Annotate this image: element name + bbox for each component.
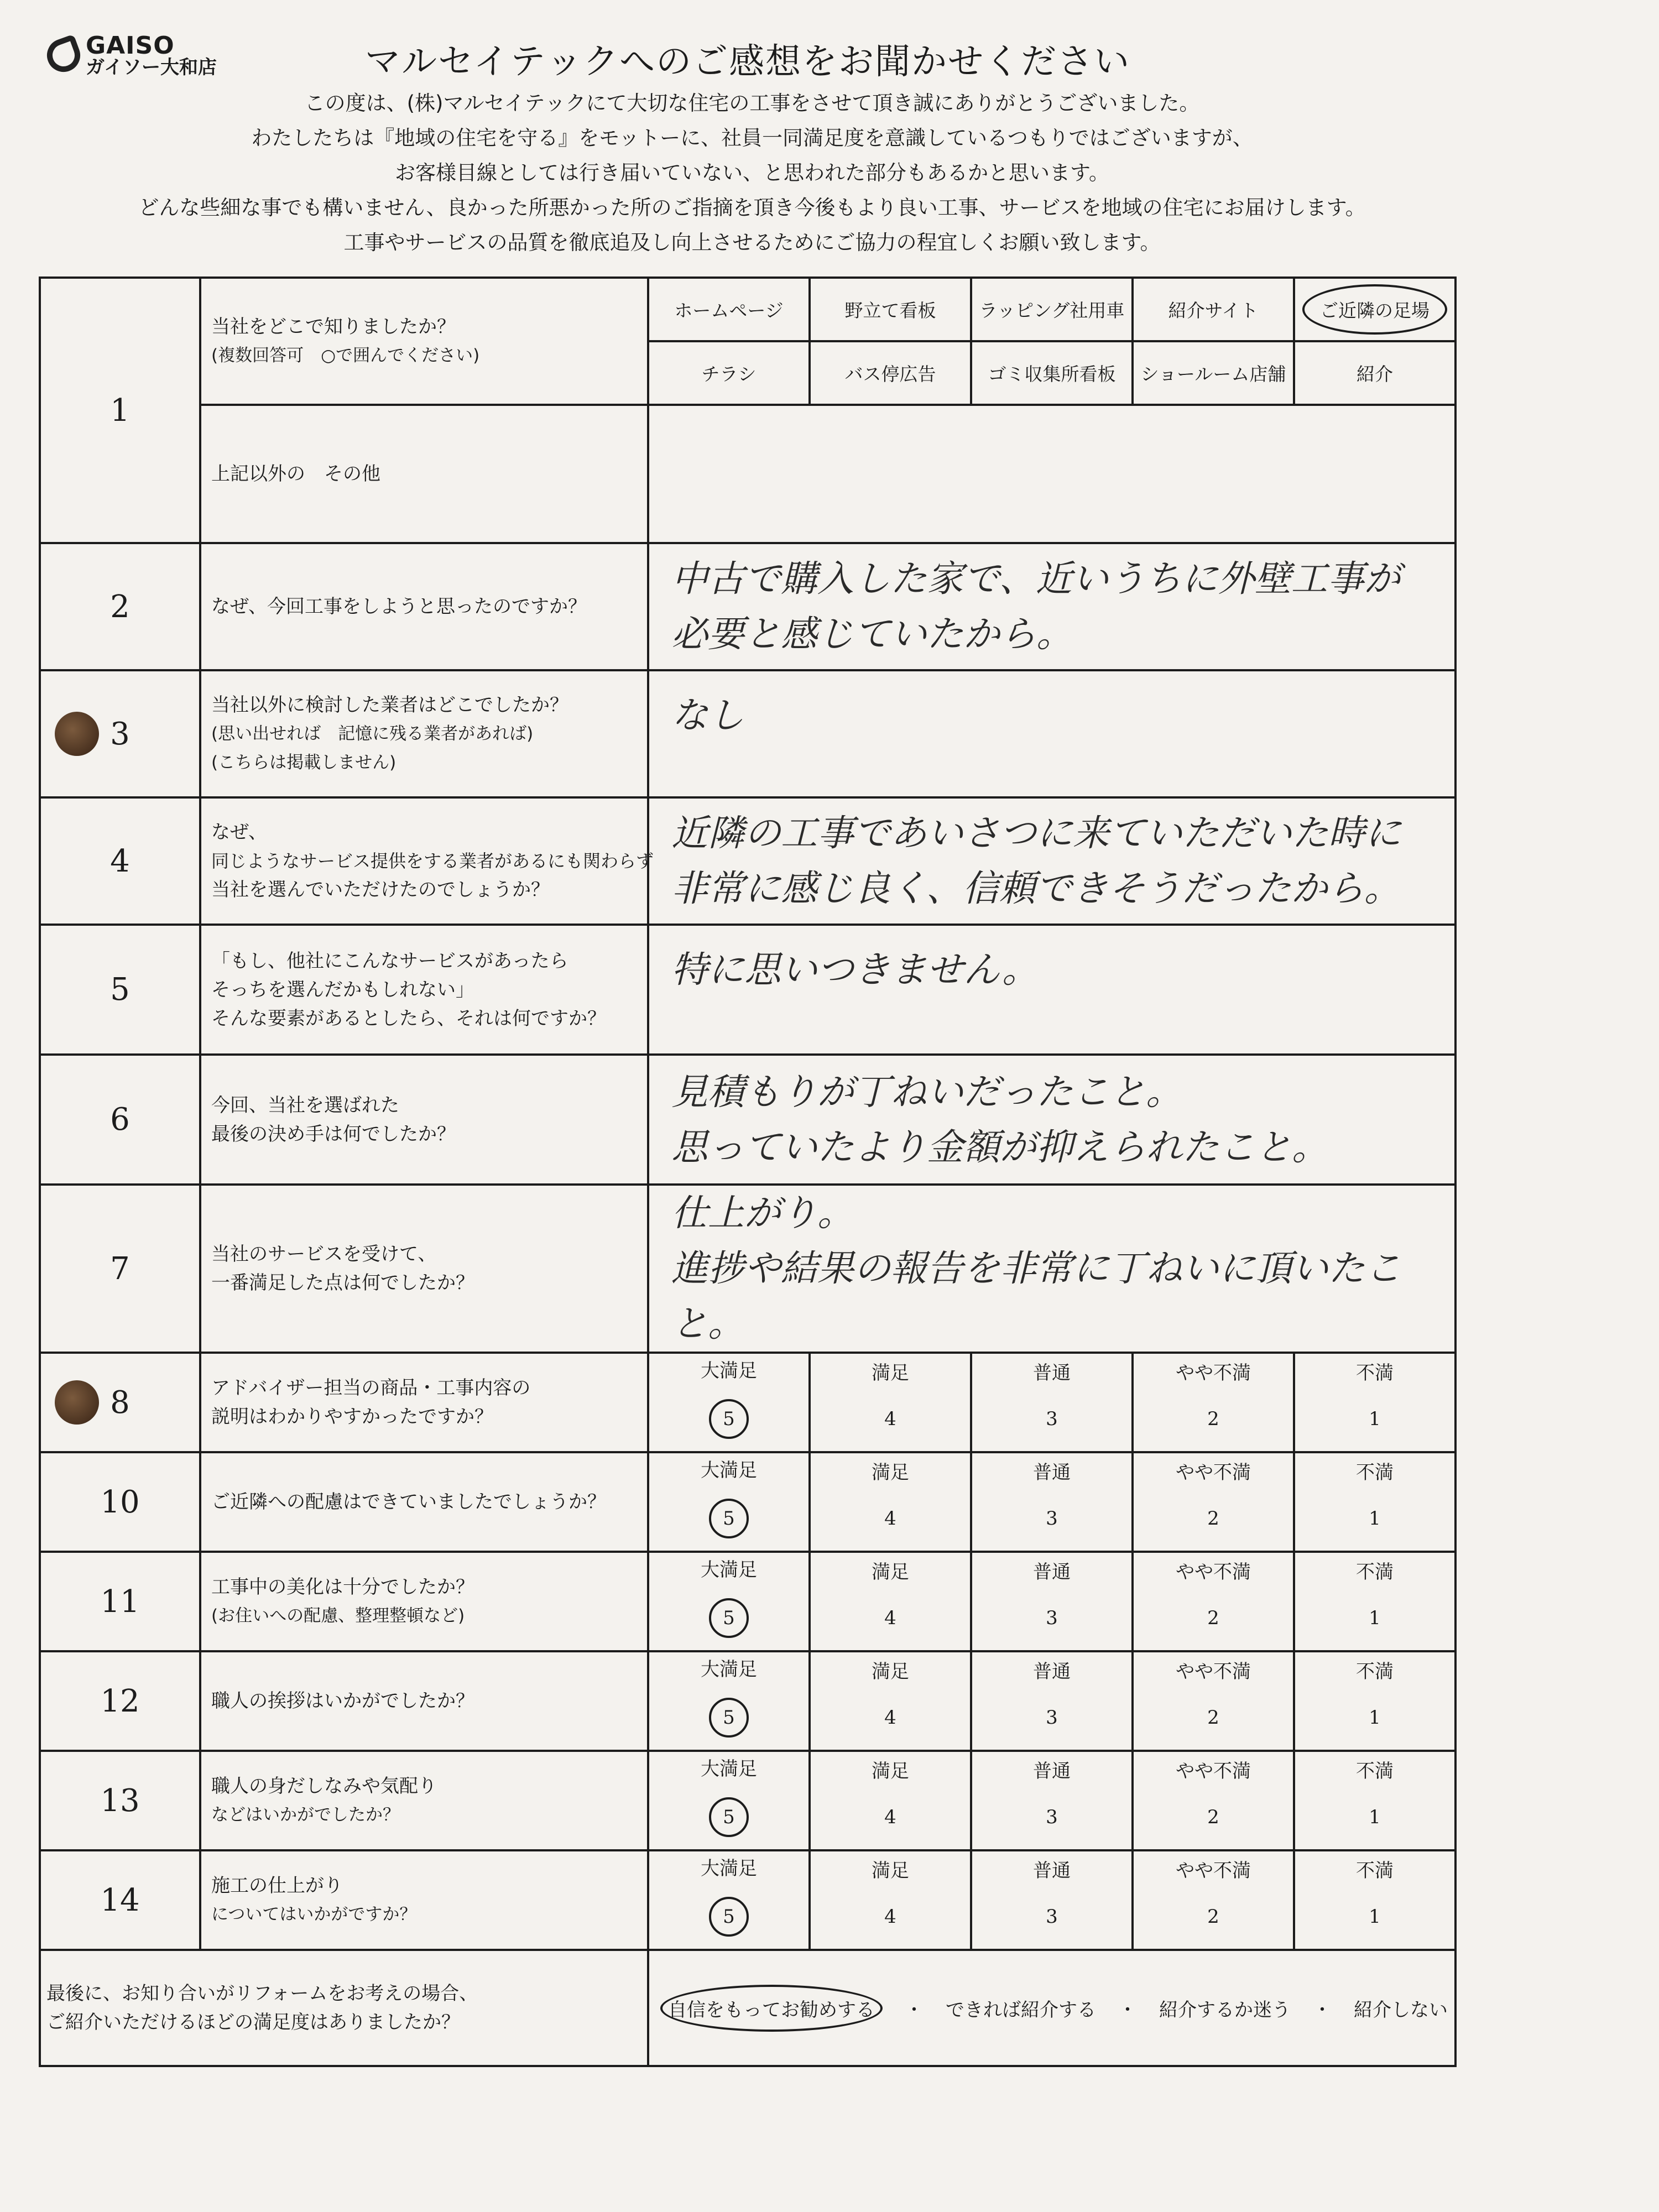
handwritten-answer: なし	[671, 694, 744, 737]
rating-option-1[interactable]	[1294, 1353, 1455, 1452]
rating-option-2[interactable]	[1133, 1552, 1294, 1651]
question-number: 13	[40, 1751, 200, 1850]
rating-label: 大満足	[701, 1558, 757, 1581]
question-line: 「もし、他社にこんなサービスがあったら	[211, 950, 568, 972]
source-option[interactable]	[971, 278, 1133, 341]
rating-value: 1	[1369, 1407, 1381, 1430]
rating-option-2[interactable]	[1133, 1353, 1294, 1452]
rating-option-2[interactable]	[1133, 1751, 1294, 1850]
rating-option-1[interactable]	[1294, 1452, 1455, 1552]
rating-value: 4	[884, 1706, 896, 1729]
other-answer-field[interactable]	[648, 405, 1455, 543]
answer-field[interactable]	[648, 1055, 1455, 1185]
page-title: マルセイテックへのご感想をお聞かせください	[365, 41, 1131, 82]
answer-field[interactable]	[648, 1185, 1455, 1353]
question-line: 当社をどこで知りましたか？	[211, 316, 456, 338]
source-option[interactable]	[1294, 341, 1455, 405]
rating-row	[40, 1850, 1455, 1950]
rating-value: 3	[1046, 1706, 1058, 1729]
question-line: (思い出せれば 記憶に残る業者があれば)	[211, 724, 534, 744]
rating-value: 2	[1207, 1706, 1219, 1729]
question-text	[200, 1850, 648, 1950]
question-line: についてはいかがですか？	[211, 1905, 417, 1924]
question-number: 14	[40, 1850, 200, 1950]
survey-table	[39, 276, 1457, 2067]
question-line: ご紹介いただけるほどの満足度はありましたか？	[46, 2011, 460, 2033]
question-text	[200, 543, 648, 670]
question-line: 一番満足した点は何でしたか？	[211, 1272, 474, 1294]
rating-label: 不満	[1356, 1859, 1394, 1882]
question-text	[200, 670, 648, 797]
question-line: 説明はわかりやすかったですか？	[211, 1406, 493, 1428]
intro-line: この度は、(株)マルセイテックにて大切な住宅の工事をさせて頂き誠にありがとうございました。	[304, 91, 1200, 115]
logo-brand: GAISO	[86, 32, 175, 60]
rating-option-4[interactable]	[810, 1651, 971, 1751]
rating-value: 3	[1046, 1407, 1058, 1430]
source-option[interactable]	[810, 278, 971, 341]
intro-text	[88, 86, 1416, 260]
rating-option-4[interactable]	[810, 1552, 971, 1651]
rating-label: 不満	[1356, 1361, 1394, 1384]
rating-option-3[interactable]	[971, 1452, 1133, 1552]
rating-option-5[interactable]	[648, 1552, 810, 1651]
referral-option[interactable]: 紹介しない	[1354, 1999, 1448, 2021]
question-number: 4	[40, 797, 200, 925]
question-number: 6	[40, 1055, 200, 1185]
question-number: 11	[40, 1552, 200, 1651]
question-text	[200, 1353, 648, 1452]
rating-option-5[interactable]	[648, 1850, 810, 1950]
option-label: ショールーム店舗	[1140, 363, 1286, 385]
rating-label: 普通	[1033, 1361, 1071, 1384]
rating-value-selected: 5	[709, 1797, 749, 1837]
option-label: 野立て看板	[844, 300, 936, 321]
separator-dot: ・	[1313, 1999, 1332, 2021]
question-text	[200, 1651, 648, 1751]
rating-value: 3	[1046, 1806, 1058, 1828]
separator-dot: ・	[905, 1999, 924, 2021]
rating-label: 満足	[872, 1561, 909, 1583]
option-label: ご近隣の足場	[1302, 284, 1447, 335]
rating-value: 4	[884, 1507, 896, 1530]
rating-value: 2	[1207, 1407, 1219, 1430]
rating-value: 3	[1046, 1606, 1058, 1629]
rating-option-3[interactable]	[971, 1651, 1133, 1751]
referral-row	[40, 1950, 1455, 2066]
other-label: 上記以外の その他	[200, 405, 648, 543]
rating-option-5[interactable]	[648, 1751, 810, 1850]
rating-option-4[interactable]	[810, 1452, 971, 1552]
question-number: 1	[40, 278, 200, 543]
option-label: チラシ	[701, 363, 757, 385]
rating-label: 普通	[1033, 1660, 1071, 1683]
handwritten-answer: 中古で購入した家で、近いうちに外壁工事が	[671, 557, 1401, 600]
answer-field[interactable]	[648, 925, 1455, 1055]
referral-question	[40, 1950, 648, 2066]
option-label: ラッピング社用車	[979, 300, 1125, 321]
rating-label: 普通	[1033, 1760, 1071, 1782]
intro-line: 工事やサービスの品質を徹底追及し向上させるためにご協力の程宜しくお願い致します。	[343, 231, 1161, 254]
rating-label: 普通	[1033, 1561, 1071, 1583]
handwritten-answer: 近隣の工事であいさつに来ていただいた時に	[671, 812, 1401, 854]
rating-label: 大満足	[701, 1359, 757, 1382]
question-text	[200, 1185, 648, 1353]
rating-option-5[interactable]	[648, 1353, 810, 1452]
intro-line: わたしたちは『地域の住宅を守る』をモットーに、社員一同満足度を意識しているつもりではございますが、	[251, 126, 1253, 150]
rating-label: 普通	[1033, 1461, 1071, 1484]
question-line: そっちを選んだかもしれない」	[211, 978, 474, 1001]
rating-label: 大満足	[701, 1658, 757, 1681]
company-logo	[47, 33, 268, 77]
intro-line: どんな些細な事でも構いません、良かった所悪かった所のご指摘を頂き今後もより良い工事、サービスを地域の住宅にお届けします。	[138, 196, 1366, 220]
question-line: ご近隣への配慮はできていましたでしょうか？	[211, 1491, 606, 1513]
rating-option-2[interactable]	[1133, 1452, 1294, 1552]
rating-label: 普通	[1033, 1859, 1071, 1882]
rating-value-selected: 5	[709, 1897, 749, 1937]
question-number: 2	[40, 543, 200, 670]
rating-label: やや不満	[1176, 1660, 1251, 1683]
question-line: などはいかがでしたか？	[211, 1805, 400, 1825]
question-text	[200, 278, 648, 405]
rating-option-4[interactable]	[810, 1353, 971, 1452]
rating-option-1[interactable]	[1294, 1850, 1455, 1950]
question-text	[200, 925, 648, 1055]
question-line: (お住いへの配慮、整理整頓など)	[211, 1606, 465, 1626]
question-line: 当社のサービスを受けて、	[211, 1243, 437, 1265]
question-line: なぜ、	[211, 821, 267, 843]
rating-value: 1	[1369, 1706, 1381, 1729]
rating-label: 大満足	[701, 1757, 757, 1780]
handwritten-answer: 特に思いつきません。	[671, 948, 1039, 991]
rating-label: やや不満	[1176, 1361, 1251, 1384]
rating-label: 大満足	[701, 1459, 757, 1481]
rating-option-4[interactable]	[810, 1751, 971, 1850]
rating-label: 不満	[1356, 1461, 1394, 1484]
question-note: (複数回答可 ○で囲んでください)	[211, 346, 480, 366]
logo-store-name: ガイソー大和店	[86, 56, 217, 79]
handwritten-answer: 必要と感じていたから。	[671, 613, 1073, 655]
question-line: 職人の身だしなみや気配り	[211, 1775, 437, 1797]
rating-value: 1	[1369, 1806, 1381, 1828]
question-number-label: 8	[110, 1384, 130, 1421]
rating-value: 2	[1207, 1806, 1219, 1828]
question-line: 同じようなサービス提供をする業者があるにも関わらず	[211, 851, 654, 872]
handwritten-answer: 仕上がり。	[671, 1192, 854, 1234]
rating-label: 不満	[1356, 1760, 1394, 1782]
question-number: 7	[40, 1185, 200, 1353]
handwritten-answer: 非常に感じ良く、信頼できそうだったから。	[671, 867, 1401, 910]
question-line: なぜ、今回工事をしようと思ったのですか？	[211, 596, 587, 618]
referral-option[interactable]: できれば紹介する	[946, 1999, 1096, 2021]
option-label: 紹介	[1357, 363, 1393, 385]
rating-row	[40, 1353, 1455, 1452]
rating-value: 1	[1369, 1606, 1381, 1629]
rating-value: 1	[1369, 1905, 1381, 1928]
rating-row	[40, 1751, 1455, 1850]
rating-label: やや不満	[1176, 1859, 1251, 1882]
rating-row	[40, 1452, 1455, 1552]
rating-label: やや不満	[1176, 1760, 1251, 1782]
rating-value: 1	[1369, 1507, 1381, 1530]
option-label: バス停広告	[844, 363, 936, 385]
rating-label: やや不満	[1176, 1561, 1251, 1583]
option-label: ホームページ	[674, 300, 784, 321]
question-text	[200, 1452, 648, 1552]
question-text	[200, 797, 654, 925]
rating-row	[40, 1552, 1455, 1651]
rating-label: 満足	[872, 1461, 909, 1484]
rating-option-3[interactable]	[971, 1353, 1133, 1452]
rating-value: 2	[1207, 1905, 1219, 1928]
rating-option-3[interactable]	[971, 1850, 1133, 1950]
question-number: 5	[40, 925, 200, 1055]
handwritten-answer: 思っていたより金額が抑えられたこと。	[671, 1125, 1328, 1168]
source-option-selected[interactable]	[1294, 278, 1455, 341]
rating-label: 不満	[1356, 1660, 1394, 1683]
rating-value: 4	[884, 1407, 896, 1430]
rating-option-5[interactable]	[648, 1651, 810, 1751]
rating-value: 4	[884, 1905, 896, 1928]
question-number	[40, 1353, 200, 1452]
rating-option-5[interactable]	[648, 1452, 810, 1552]
question-line: 職人の挨拶はいかがでしたか？	[211, 1690, 474, 1712]
referral-option[interactable]: 紹介するか迷う	[1159, 1999, 1291, 2021]
referral-options	[648, 1950, 1455, 2066]
rating-value: 4	[884, 1806, 896, 1828]
option-label: ゴミ収集所看板	[988, 363, 1116, 385]
rating-option-1[interactable]	[1294, 1552, 1455, 1651]
answer-field[interactable]	[648, 670, 1455, 797]
rating-value-selected: 5	[709, 1598, 749, 1638]
question-line: (こちらは掲載しません)	[211, 753, 397, 773]
rating-label: 満足	[872, 1361, 909, 1384]
source-option[interactable]	[971, 341, 1133, 405]
question-line: 最後に、お知り合いがリフォームをお考えの場合、	[46, 1983, 478, 2005]
question-line: アドバイザー担当の商品・工事内容の	[211, 1377, 531, 1399]
question-line: 当社以外に検討した業者はどこでしたか？	[211, 694, 568, 716]
question-line: 当社を選んでいただけたのでしょうか？	[211, 879, 550, 901]
rating-option-1[interactable]	[1294, 1651, 1455, 1751]
intro-line: お客様目線としては行き届いていない、と思われた部分もあるかと思います。	[394, 161, 1110, 185]
question-number-label: 3	[110, 716, 130, 752]
handwritten-answer: 進捗や結果の報告を非常に丁ねいに頂いたこと。	[671, 1247, 1401, 1345]
logo-mark-icon	[43, 34, 85, 77]
rating-option-2[interactable]	[1133, 1850, 1294, 1950]
referral-option-selected[interactable]: 自信をもってお勧めする	[660, 1985, 883, 2032]
binder-hole	[55, 1380, 99, 1425]
source-option[interactable]	[1133, 341, 1294, 405]
rating-option-3[interactable]	[971, 1552, 1133, 1651]
answer-field[interactable]	[648, 797, 1455, 925]
rating-option-2[interactable]	[1133, 1651, 1294, 1751]
question-text	[200, 1751, 648, 1850]
source-option[interactable]	[648, 278, 810, 341]
handwritten-answer: 見積もりが丁ねいだったこと。	[671, 1070, 1182, 1113]
rating-label: 満足	[872, 1859, 909, 1882]
source-option[interactable]	[1133, 278, 1294, 341]
rating-value: 2	[1207, 1606, 1219, 1629]
rating-label: やや不満	[1176, 1461, 1251, 1484]
question-line: 施工の仕上がり	[211, 1875, 343, 1897]
option-label: 紹介サイト	[1168, 300, 1259, 321]
question-line: 今回、当社を選ばれた	[211, 1094, 399, 1117]
question-number	[40, 670, 200, 797]
rating-label: 大満足	[701, 1857, 757, 1880]
rating-row	[40, 1651, 1455, 1751]
binder-hole	[55, 712, 99, 756]
rating-value: 3	[1046, 1507, 1058, 1530]
question-text	[200, 1552, 648, 1651]
rating-label: 満足	[872, 1660, 909, 1683]
question-line: 最後の決め手は何でしたか？	[211, 1123, 456, 1145]
rating-value-selected: 5	[709, 1499, 749, 1538]
rating-value: 4	[884, 1606, 896, 1629]
rating-label: 満足	[872, 1760, 909, 1782]
rating-value-selected: 5	[709, 1698, 749, 1738]
question-number: 10	[40, 1452, 200, 1552]
question-line: 工事中の美化は十分でしたか？	[211, 1576, 474, 1598]
answer-field[interactable]	[648, 543, 1455, 670]
rating-value: 3	[1046, 1905, 1058, 1928]
rating-value: 2	[1207, 1507, 1219, 1530]
separator-dot: ・	[1118, 1999, 1137, 2021]
rating-value-selected: 5	[709, 1399, 749, 1439]
rating-label: 不満	[1356, 1561, 1394, 1583]
rating-option-3[interactable]	[971, 1751, 1133, 1850]
source-option[interactable]	[810, 341, 971, 405]
source-option[interactable]	[648, 341, 810, 405]
question-number: 12	[40, 1651, 200, 1751]
question-line: そんな要素があるとしたら、それは何ですか？	[211, 1007, 606, 1030]
question-text	[200, 1055, 648, 1185]
rating-option-4[interactable]	[810, 1850, 971, 1950]
rating-option-1[interactable]	[1294, 1751, 1455, 1850]
